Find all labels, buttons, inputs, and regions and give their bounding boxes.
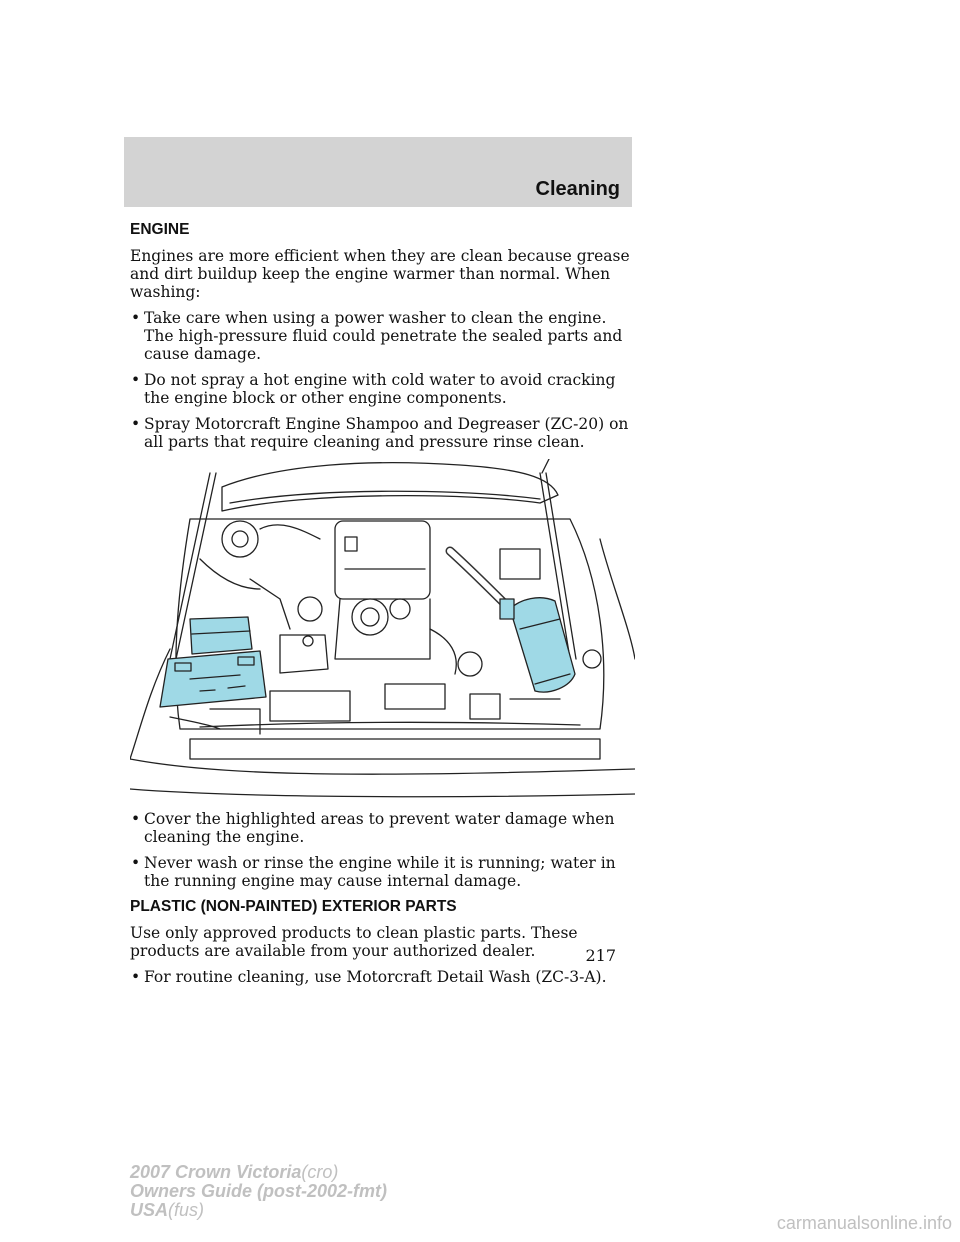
- engine-bullet-list-2: [130, 810, 635, 890]
- plastic-parts-intro: Use only approved products to clean plastic parts. These products are available from your authorized dealer.: [130, 924, 578, 960]
- section-header-band: [124, 137, 632, 207]
- plastic-parts-bullet-list: [130, 968, 635, 986]
- engine-intro: Engines are more efficient when they are clean because grease and dirt buildup keep the engine warmer than normal. When washing:: [130, 247, 630, 301]
- plastic-parts-heading: PLASTIC (NON-PAINTED) EXTERIOR PARTS: [130, 898, 457, 915]
- list-item: • Spray Motorcraft Engine Shampoo and Degreaser (ZC-20) on all parts that require cleaning and pressure rinse clean.: [130, 415, 635, 451]
- footer-market: USA: [130, 1200, 169, 1220]
- footer-market-code: (fus): [168, 1200, 205, 1220]
- engine-bullet-list: [130, 309, 635, 451]
- list-item: • Never wash or rinse the engine while it is running; water in the running engine may cause internal damage.: [130, 854, 635, 890]
- page-content: [130, 221, 635, 994]
- watermark: carmanualsonline.info: [776, 1213, 952, 1233]
- list-item: • Cover the highlighted areas to prevent water damage when cleaning the engine.: [130, 810, 635, 846]
- footer-model: 2007 Crown Victoria: [130, 1162, 302, 1182]
- document-footer: [130, 1163, 387, 1220]
- section-title: Cleaning: [535, 178, 620, 200]
- footer-model-code: (cro): [301, 1162, 339, 1182]
- page-number: 217: [585, 946, 616, 965]
- engine-compartment-illustration: [130, 459, 635, 802]
- list-item: • Take care when using a power washer to clean the engine. The high-pressure fluid could penetrate the sealed parts and cause damage.: [130, 309, 635, 363]
- engine-heading: ENGINE: [130, 221, 190, 238]
- footer-guide: Owners Guide (post-2002-fmt): [130, 1181, 388, 1201]
- list-item: • For routine cleaning, use Motorcraft Detail Wash (ZC-3-A).: [130, 968, 635, 986]
- list-item: • Do not spray a hot engine with cold water to avoid cracking the engine block or other engine components.: [130, 371, 635, 407]
